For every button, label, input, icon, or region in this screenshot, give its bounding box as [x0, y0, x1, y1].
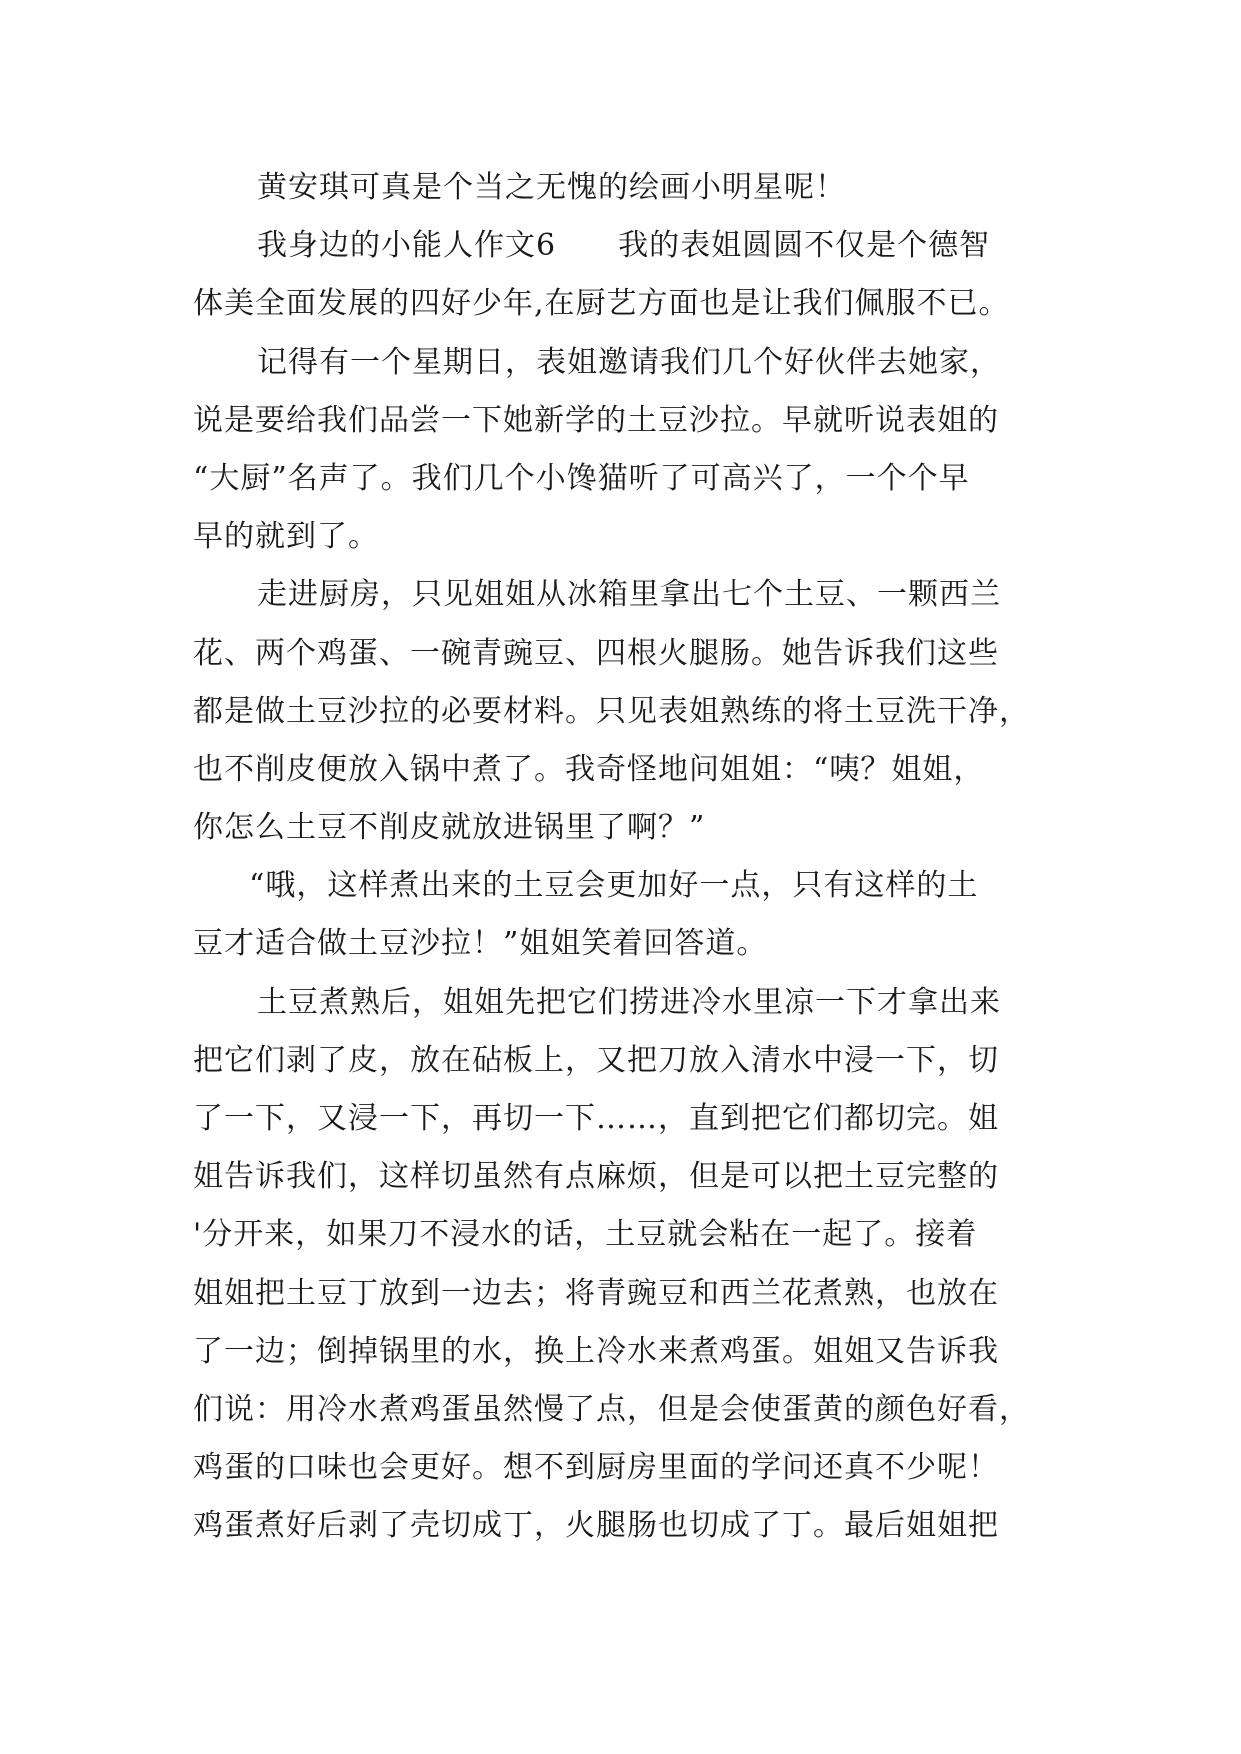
text-line: 记得有一个星期日，表姐邀请我们几个好伙伴去她家，: [257, 344, 1001, 380]
text-line: “哦，这样煮出来的土豆会更加好一点，只有这样的土: [249, 868, 979, 904]
text-line: 鸡蛋的口味也会更好。想不到厨房里面的学问还真不少呢！: [193, 1450, 999, 1486]
text-line: 都是做土豆沙拉的必要材料。只见表姐熟练的将土豆洗干净，: [193, 693, 1030, 729]
text-line: '分开来，如果刀不浸水的话，土豆就会粘在一起了。接着: [193, 1217, 978, 1253]
text-line: 早的就到了。: [193, 519, 379, 555]
text-line: 黄安琪可真是个当之无愧的绘画小明星呢！: [257, 170, 846, 205]
text-line: 了一边；倒掉锅里的水，换上冷水来煮鸡蛋。姐姐又告诉我: [193, 1333, 999, 1369]
text-line: 姐姐把土豆丁放到一边去；将青豌豆和西兰花煮熟，也放在: [193, 1275, 999, 1311]
text-line: “大厨”名声了。我们几个小馋猫听了可高兴了，一个个早: [193, 460, 970, 496]
essay-text: [193, 159, 1093, 1556]
text-line: 花、两个鸡蛋、一碗青豌豆、四根火腿肠。她告诉我们这些: [193, 635, 999, 671]
text-line: 我身边的小能人作文6 我的表姐圆圆不仅是个德智: [257, 228, 991, 264]
text-line: 也不削皮便放入锅中煮了。我奇怪地问姐姐：“咦？姐姐，: [193, 751, 985, 787]
text-line: 姐告诉我们，这样切虽然有点麻烦，但是可以把土豆完整的: [193, 1159, 999, 1195]
text-line: 说是要给我们品尝一下她新学的土豆沙拉。早就听说表姐的: [193, 402, 999, 438]
text-line: 土豆煮熟后，姐姐先把它们捞进冷水里凉一下才拿出来: [257, 984, 1001, 1020]
text-line: 豆才适合做土豆沙拉！”姐姐笑着回答道。: [193, 926, 768, 962]
text-line: 了一下，又浸一下，再切一下……，直到把它们都切完。姐: [193, 1101, 999, 1136]
text-line: 体美全面发展的四好少年,在厨艺方面也是让我们佩服不已。: [193, 286, 1010, 322]
text-line: 你怎么土豆不削皮就放进锅里了啊？”: [193, 810, 706, 846]
text-line: 把它们剥了皮，放在砧板上，又把刀放入清水中浸一下，切: [193, 1042, 999, 1078]
text-line: 鸡蛋煮好后剥了壳切成丁，火腿肠也切成了丁。最后姐姐把: [193, 1508, 999, 1544]
text-line: 走进厨房，只见姐姐从冰箱里拿出七个土豆、一颗西兰: [257, 577, 1001, 613]
text-line: 们说：用冷水煮鸡蛋虽然慢了点，但是会使蛋黄的颜色好看，: [193, 1391, 1030, 1427]
